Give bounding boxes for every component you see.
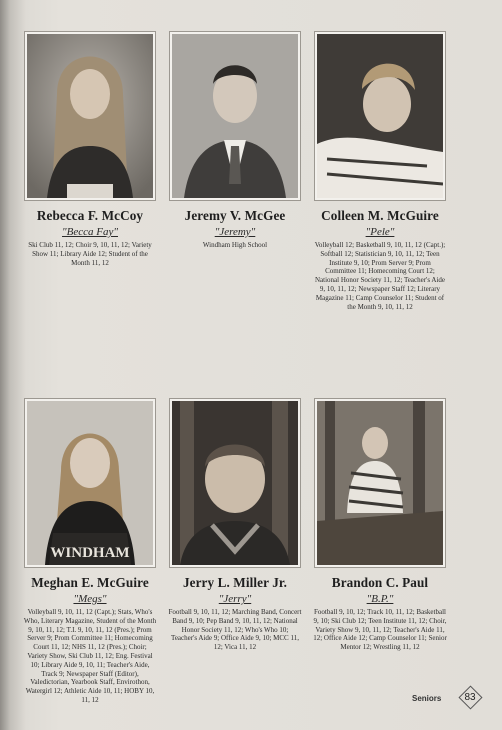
student-activities: Volleyball 9, 10, 11, 12 (Capt.); Stats, Who's Who, Literary Magazine, Student of the Month 9, 10, 11, 12; T.I. 9, 10, 11, 12 (Pres.); Prom Server 9; Prom Committee 11; Homecoming Court 11, 12; NHS 11, 12 (Pres.); Choir; Variety Show, Ski Club 11, 12; Eng. Festival 10; Library Aide 9, 10, 11; Teacher's Aide, Track 9; Newspaper Staff (Editor), Valedictorian, Yearbook Staff, Envirothon, Watergirl 12; Athletic Aide 10, 11; HOBY 10, 11, 12: [23, 608, 157, 704]
student-portrait-photo: [25, 32, 155, 200]
student-nickname: "Jerry": [218, 593, 252, 605]
student-card: [165, 32, 305, 250]
student-portrait-photo: [170, 399, 300, 567]
student-nickname: "Becca Fay": [62, 226, 118, 238]
student-card: [20, 399, 160, 705]
student-name: Rebecca F. McCoy: [36, 208, 144, 223]
student-portrait-photo: [315, 399, 445, 567]
student-card: [310, 399, 450, 652]
student-nickname: "Jeremy": [214, 226, 256, 238]
student-name: Jeremy V. McGee: [184, 208, 286, 223]
student-name: Colleen M. McGuire: [321, 208, 439, 223]
student-nickname: "B.P.": [366, 593, 394, 605]
student-portrait-photo: [315, 32, 445, 200]
senior-portrait-grid: [20, 32, 490, 722]
page-number: [459, 686, 481, 708]
student-card: [165, 399, 305, 652]
sweatshirt-print: WINDHAM: [50, 545, 130, 561]
student-activities: Football 9, 10, 12; Track 10, 11, 12; Basketball 9, 10; Ski Club 12; Teen Institute 11, 12; Choir, Variety Show 9, 10, 11, 12; Teacher's Aide 11, 12; Office Aide 12; Camp Counselor 11; Senior Mentor 12; Wrestling 11, 12: [313, 608, 447, 652]
student-card: [20, 32, 160, 267]
page-number-text: 83: [464, 691, 476, 703]
student-activities: Windham High School: [202, 241, 268, 249]
student-nickname: "Megs": [73, 593, 107, 605]
student-activities: Volleyball 12; Basketball 9, 10, 11, 12 (Capt.); Softball 12; Statistician 9, 10, 11, 12; Teen Institute 9, 10; Prom Server 9; Prom Committee 11; Homecoming Court 12; National Honor Society 11, 12; Teacher's Aide 9, 10, 11, 12; Newspaper Staff 12; Literary Magazine 11; Camp Counselor 11; Student of the Month 9, 10, 11, 12: [314, 241, 446, 311]
student-activities: Ski Club 11, 12; Choir 9, 10, 11, 12; Variety Show 11; Library Aide 12; Student of the Month 11, 12: [28, 241, 152, 267]
student-name: Brandon C. Paul: [331, 575, 429, 590]
student-nickname: "Pele": [365, 226, 395, 238]
student-activities: Football 9, 10, 11, 12; Marching Band, Concert Band 9, 10; Pep Band 9, 10, 11, 12; National Honor Society 11, 12; Who's Who 10; Teacher's Aide 9; Office Aide 9, 10; MCC 11, 12; Vica 11, 12: [168, 608, 302, 652]
student-name: Meghan E. McGuire: [31, 575, 149, 590]
student-card: [310, 32, 450, 311]
student-portrait-photo: [170, 32, 300, 200]
student-portrait-photo: [25, 399, 155, 567]
section-label: Seniors: [412, 694, 442, 703]
student-name: Jerry L. Miller Jr.: [182, 575, 288, 590]
